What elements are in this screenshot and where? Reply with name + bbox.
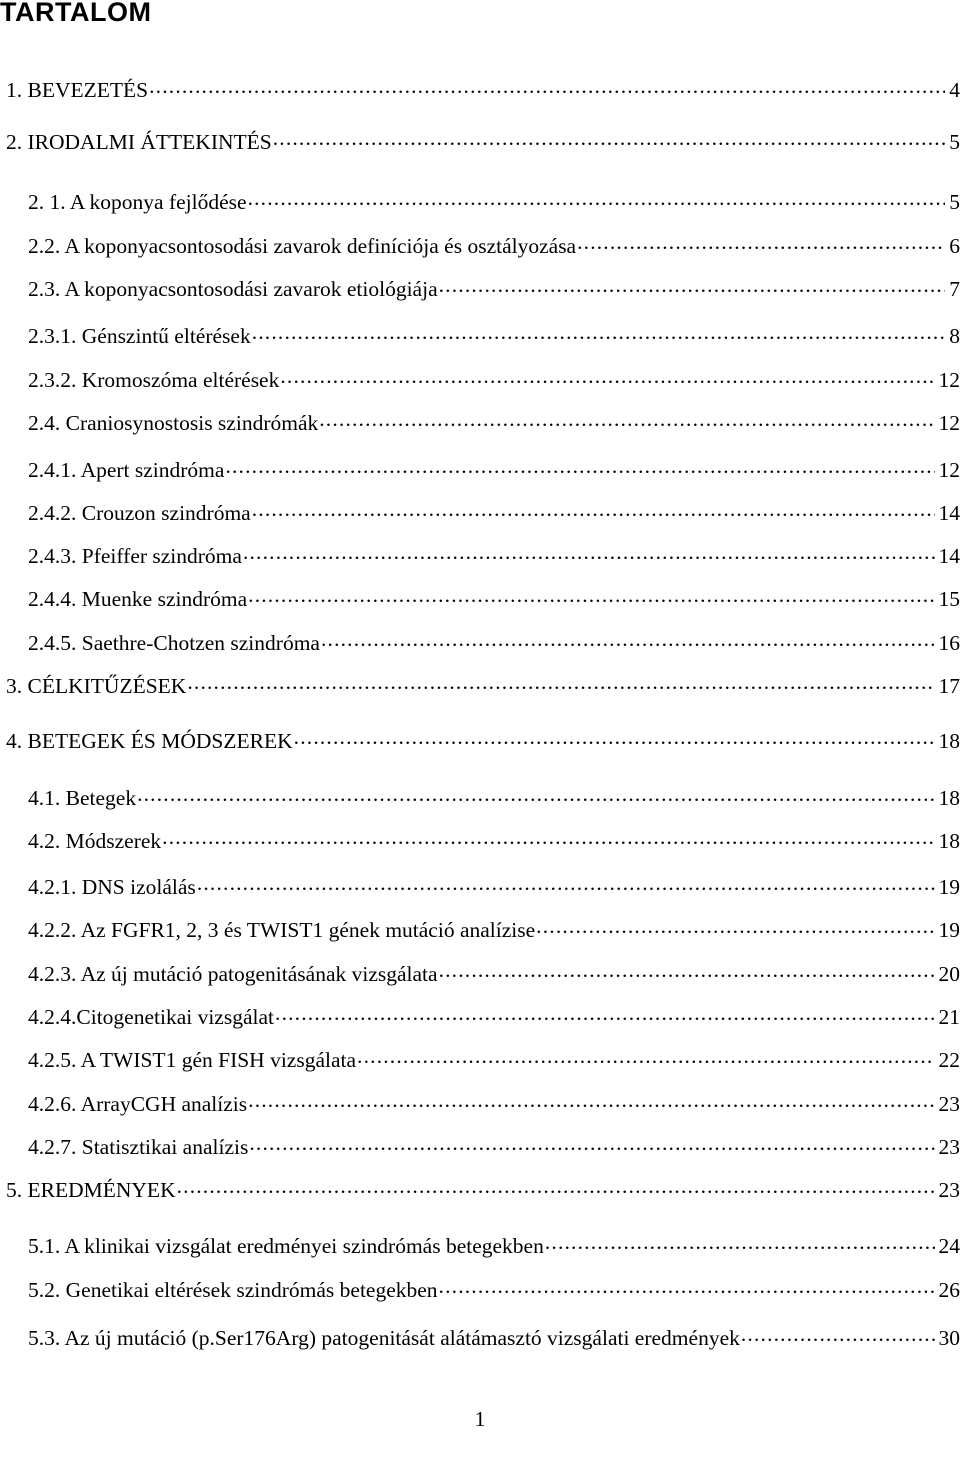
toc-entry-label: 5. EREDMÉNYEK <box>6 1178 176 1202</box>
toc-entry-page: 17 <box>938 674 960 698</box>
toc-entry[interactable] <box>28 872 960 902</box>
toc-entry[interactable] <box>6 75 960 105</box>
toc-entry[interactable] <box>6 1175 960 1205</box>
dot-leader <box>545 1231 935 1253</box>
toc-entry-label: 4.2.6. ArrayCGH analízis <box>28 1092 248 1116</box>
toc-entry[interactable] <box>6 127 960 157</box>
dot-leader <box>741 1323 935 1345</box>
toc-entry-page: 14 <box>938 501 960 525</box>
toc-entry[interactable] <box>28 274 960 304</box>
dot-leader <box>536 915 934 937</box>
toc-entry[interactable] <box>28 321 960 351</box>
toc-entry[interactable] <box>28 541 960 571</box>
dot-leader <box>249 1132 934 1154</box>
toc-entry-label: 5.1. A klinikai vizsgálat eredményei szindrómás betegekben <box>28 1234 544 1258</box>
dot-leader <box>252 321 946 343</box>
toc-entry[interactable] <box>6 671 960 701</box>
toc-entry-label: 2. IRODALMI ÁTTEKINTÉS <box>6 130 272 154</box>
dot-leader <box>319 408 934 430</box>
toc-entry-label: 4.2.3. Az új mutáció patogenitásának vizsgálata <box>28 962 438 986</box>
toc-entry-label: 2. 1. A koponya fejlődése <box>28 190 247 214</box>
dot-leader <box>252 498 935 520</box>
toc-entry-page: 6 <box>949 234 960 258</box>
toc-entry[interactable] <box>28 498 960 528</box>
toc-entry-page: 18 <box>938 829 960 853</box>
toc-entry-label: 4. BETEGEK ÉS MÓDSZEREK <box>6 729 293 753</box>
toc-entry-page: 18 <box>938 786 960 810</box>
toc-entry[interactable] <box>28 1045 960 1075</box>
toc-entry[interactable] <box>28 584 960 614</box>
toc-entry[interactable] <box>28 783 960 813</box>
page-title: TARTALOM <box>0 0 152 27</box>
dot-leader <box>197 872 935 894</box>
toc-entry-label: 4.2. Módszerek <box>28 829 162 853</box>
toc-entry-label: 2.3.2. Kromoszóma eltérések <box>28 368 280 392</box>
toc-entry[interactable] <box>28 826 960 856</box>
toc-entry[interactable] <box>28 408 960 438</box>
toc-entry-label: 2.4.2. Crouzon szindróma <box>28 501 251 525</box>
toc-entry-label: 2.4.1. Apert szindróma <box>28 458 225 482</box>
dot-leader <box>248 584 934 606</box>
toc-entry-page: 22 <box>938 1048 960 1072</box>
toc-entry[interactable] <box>28 1002 960 1032</box>
toc-entry-label: 2.3. A koponyacsontosodási zavarok etiológiája <box>28 277 438 301</box>
dot-leader <box>243 541 935 563</box>
toc-entry-label: 5.3. Az új mutáció (p.Ser176Arg) patogenitását alátámasztó vizsgálati eredmények <box>28 1326 740 1350</box>
toc-entry[interactable] <box>28 1089 960 1119</box>
toc-entry-label: 2.3.1. Génszintű eltérések <box>28 324 251 348</box>
dot-leader <box>177 1175 935 1197</box>
dot-leader <box>321 628 935 650</box>
dot-leader <box>187 671 934 693</box>
dot-leader <box>280 365 934 387</box>
toc-entry[interactable] <box>28 1132 960 1162</box>
toc-entry-page: 5 <box>949 190 960 214</box>
toc-entry-label: 2.4.5. Saethre-Chotzen szindróma <box>28 631 320 655</box>
toc-entry[interactable] <box>6 726 960 756</box>
toc-entry-page: 15 <box>938 587 960 611</box>
toc-entry-page: 14 <box>938 544 960 568</box>
page-number: 1 <box>474 1407 486 1431</box>
dot-leader <box>162 826 934 848</box>
toc-entry-page: 24 <box>938 1234 960 1258</box>
toc-entry-page: 23 <box>938 1135 960 1159</box>
toc-entry-label: 3. CÉLKITŰZÉSEK <box>6 674 187 698</box>
toc-entry-label: 4.2.4.Citogenetikai vizsgálat <box>28 1005 275 1029</box>
toc-entry-page: 19 <box>938 875 960 899</box>
toc-entry-page: 30 <box>938 1326 960 1350</box>
toc-entry[interactable] <box>28 455 960 485</box>
toc-entry[interactable] <box>28 628 960 658</box>
toc-entry-label: 2.4.3. Pfeiffer szindróma <box>28 544 242 568</box>
toc-entry-label: 2.4.4. Muenke szindróma <box>28 587 248 611</box>
toc-entry[interactable] <box>28 959 960 989</box>
toc-entry-label: 4.2.7. Statisztikai analízis <box>28 1135 249 1159</box>
toc-entry-page: 12 <box>938 458 960 482</box>
dot-leader <box>294 726 935 748</box>
toc-entry-label: 1. BEVEZETÉS <box>6 78 149 102</box>
toc-entry-label: 5.2. Genetikai eltérések szindrómás betegekben <box>28 1278 438 1302</box>
toc-entry-page: 8 <box>949 324 960 348</box>
toc-entry-label: 2.4. Craniosynostosis szindrómák <box>28 411 319 435</box>
toc-entry-page: 5 <box>949 130 960 154</box>
toc-entry-label: 4.2.5. A TWIST1 gén FISH vizsgálata <box>28 1048 357 1072</box>
toc-entry-page: 4 <box>949 78 960 102</box>
toc-entry[interactable] <box>28 187 960 217</box>
dot-leader <box>137 783 934 805</box>
toc-entry-page: 21 <box>938 1005 960 1029</box>
toc-entry-label: 4.1. Betegek <box>28 786 137 810</box>
toc-entry-label: 4.2.2. Az FGFR1, 2, 3 és TWIST1 gének mutáció analízise <box>28 918 536 942</box>
dot-leader <box>357 1045 934 1067</box>
dot-leader <box>273 127 946 149</box>
toc-entry[interactable] <box>28 1323 960 1353</box>
toc-entry[interactable] <box>28 1231 960 1261</box>
dot-leader <box>439 1275 935 1297</box>
toc-entry[interactable] <box>28 365 960 395</box>
toc-entry-page: 23 <box>938 1092 960 1116</box>
dot-leader <box>439 274 946 296</box>
toc-entry-label: 4.2.1. DNS izolálás <box>28 875 196 899</box>
dot-leader <box>248 187 946 209</box>
toc-entry-page: 7 <box>949 277 960 301</box>
toc-entry[interactable] <box>28 915 960 945</box>
toc-entry-page: 16 <box>938 631 960 655</box>
dot-leader <box>275 1002 934 1024</box>
dot-leader <box>149 75 945 97</box>
toc-entry-page: 12 <box>938 411 960 435</box>
dot-leader <box>439 959 935 981</box>
toc-entry[interactable] <box>28 231 960 261</box>
toc-entry[interactable] <box>28 1275 960 1305</box>
toc-entry-page: 20 <box>938 962 960 986</box>
toc-entry-page: 23 <box>938 1178 960 1202</box>
toc-entry-page: 18 <box>938 729 960 753</box>
dot-leader <box>577 231 945 253</box>
toc-entry-page: 19 <box>938 918 960 942</box>
toc-entry-label: 2.2. A koponyacsontosodási zavarok definíciója és osztályozása <box>28 234 577 258</box>
toc-entry-page: 26 <box>938 1278 960 1302</box>
dot-leader <box>225 455 934 477</box>
toc-entry-page: 12 <box>938 368 960 392</box>
dot-leader <box>248 1089 934 1111</box>
